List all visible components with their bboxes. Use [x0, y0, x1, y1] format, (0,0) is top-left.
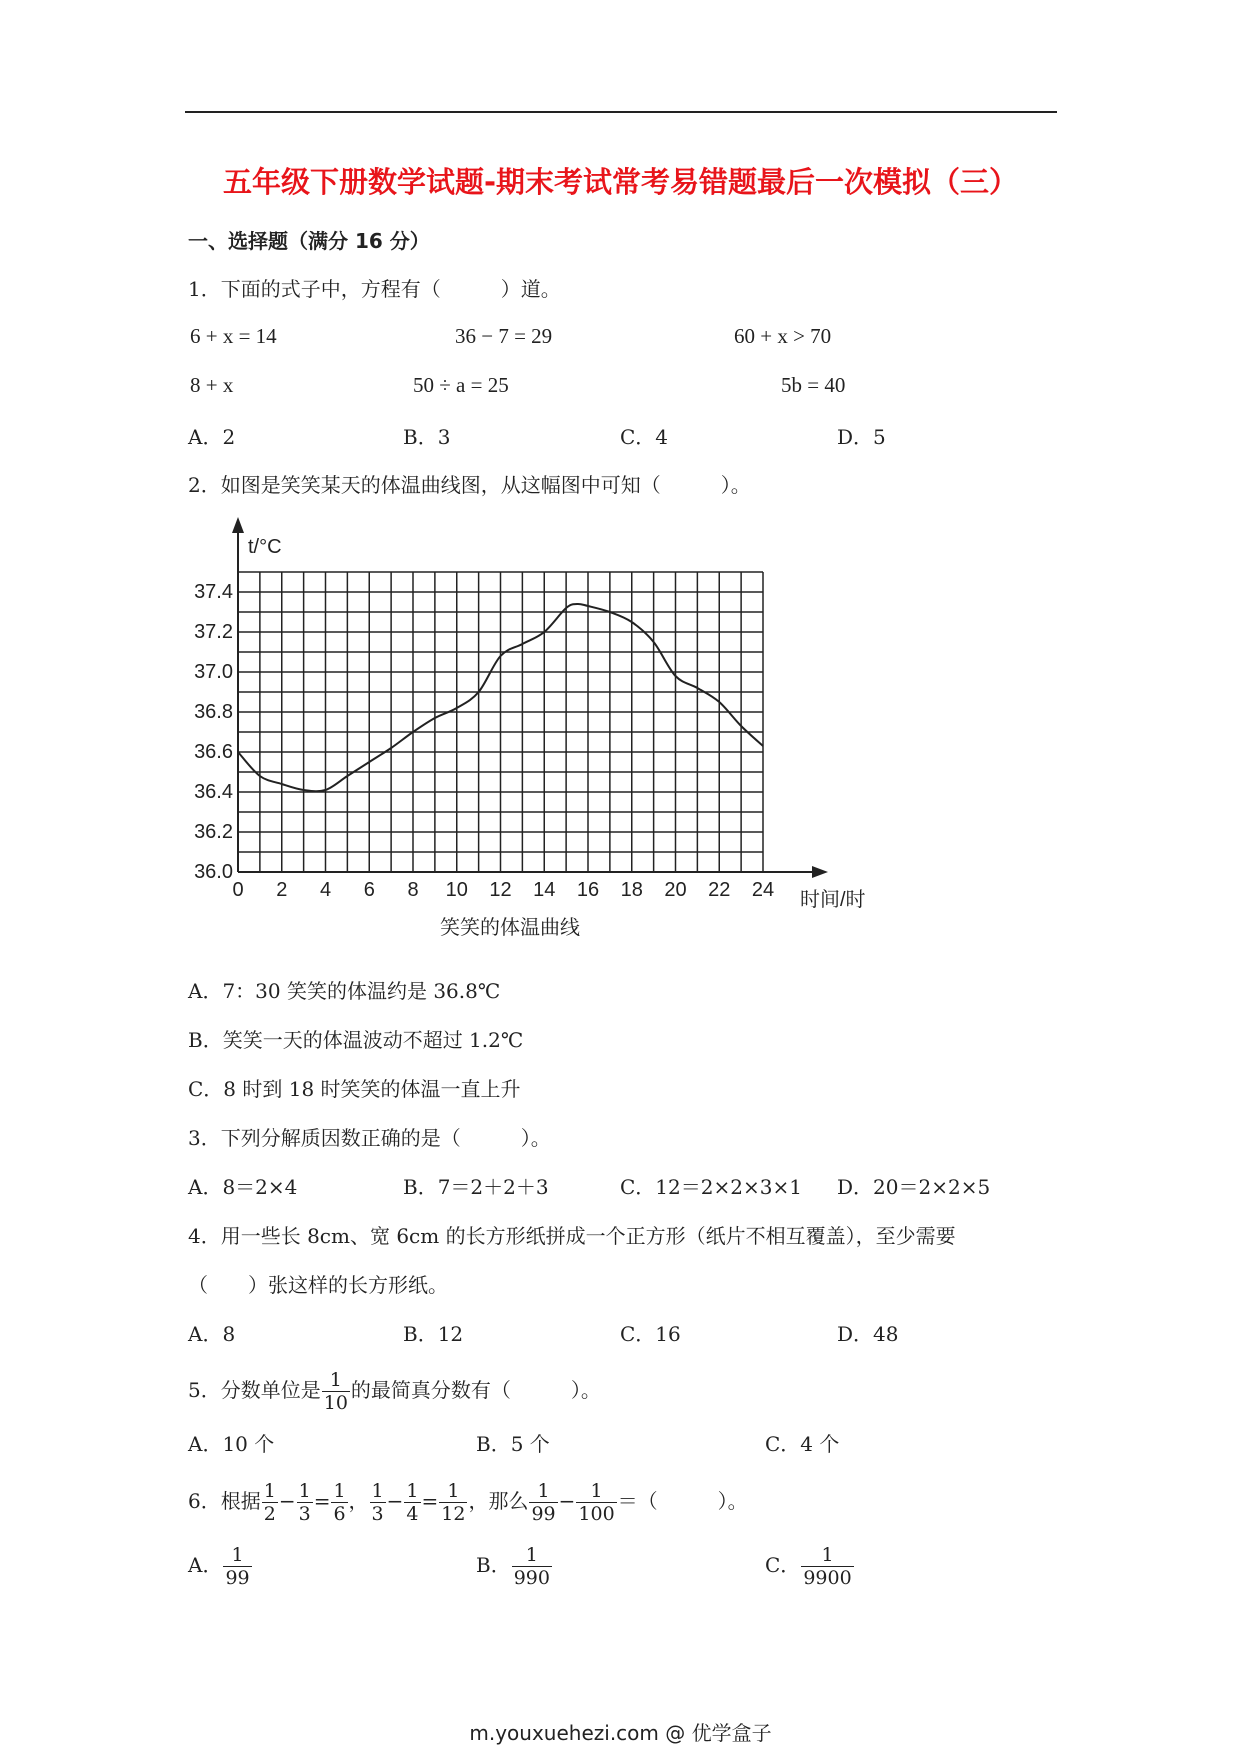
top-rule: [185, 111, 1057, 113]
q4-option-a[interactable]: A．8: [188, 1322, 236, 1346]
temperature-chart: [185, 515, 885, 945]
y-tick-label: 36.4: [194, 781, 233, 803]
q6-stem: 6．根据 $\frac{1}{2}$ − $\frac{1}{3}$ = $\frac{1}{6}$ ， $\frac{1}{3}$ − $\frac{1}{4}$ = $\frac{1}{12}$ ，那么 $\frac{1}{99}$ − $\frac{1}{100}$ ＝（ ）。: [188, 1480, 748, 1525]
q4-stem-line1: 4．用一些长 8cm、宽 6cm 的长方形纸拼成一个正方形（纸片不相互覆盖），至少需要: [188, 1224, 956, 1248]
chart-axes: [232, 517, 828, 878]
q1-option-a[interactable]: A．2: [188, 425, 236, 449]
x-tick-label: 10: [445, 879, 468, 901]
y-tick-label: 37.4: [194, 581, 233, 603]
q5-stem-after: 的最简真分数有（ ）。: [350, 1378, 601, 1402]
x-tick-label: 12: [489, 879, 512, 901]
q3-option-d[interactable]: D．20＝2×2×5: [837, 1175, 991, 1199]
chart-x-label: 时间/时: [800, 889, 866, 911]
footer-watermark: m.youxuehezi.com @ 优学盒子: [469, 1721, 772, 1745]
q6-frac-7: $\frac{1}{99}$: [531, 1480, 556, 1525]
q3-stem: 3．下列分解质因数正确的是（ ）。: [188, 1126, 551, 1150]
q6-frac-8: $\frac{1}{100}$: [578, 1480, 615, 1525]
q1-option-d[interactable]: D．5: [837, 425, 886, 449]
x-tick-label: 4: [319, 879, 332, 901]
y-tick-label: 36.8: [194, 701, 233, 723]
q1-expr-6: 5b = 40: [781, 373, 846, 397]
q6-frac-5: $\frac{1}{4}$: [406, 1480, 419, 1525]
q2-option-b[interactable]: B．笑笑一天的体温波动不超过 1.2℃: [188, 1028, 524, 1052]
q6-frac-2: $\frac{1}{3}$: [298, 1480, 311, 1525]
q6-frac-3: $\frac{1}{6}$: [333, 1480, 346, 1525]
x-tick-label: 20: [664, 879, 687, 901]
q1-option-b[interactable]: B．3: [403, 425, 451, 449]
q3-option-b[interactable]: B．7＝2＋2＋3: [403, 1175, 549, 1199]
q6-option-c[interactable]: C． $\frac{1}{9900}$: [765, 1544, 852, 1589]
q4-stem-line2: （ ）张这样的长方形纸。: [188, 1273, 448, 1297]
q4-option-c[interactable]: C．16: [620, 1322, 681, 1346]
y-tick-label: 36.0: [194, 861, 233, 883]
section-heading: 一、选择题（满分 16 分）: [188, 229, 430, 253]
q4-option-d[interactable]: D．48: [837, 1322, 899, 1346]
q1-expr-4: 8 + x: [190, 373, 234, 397]
chart-title: 笑笑的体温曲线: [440, 917, 580, 939]
q3-option-c[interactable]: C．12＝2×2×3×1: [620, 1175, 802, 1199]
chart-grid: [238, 572, 763, 872]
q5-stem: [188, 1365, 601, 1415]
x-tick-label: 6: [363, 879, 375, 901]
q6-frac-4: $\frac{1}{3}$: [371, 1480, 384, 1525]
q5-stem-before: 5．分数单位是: [188, 1378, 321, 1402]
q3-option-a[interactable]: A．8＝2×4: [188, 1175, 298, 1199]
q5-option-a[interactable]: A．10 个: [188, 1432, 275, 1456]
q1-expr-2: 36 − 7 = 29: [455, 324, 553, 348]
x-tick-label: 18: [620, 879, 643, 901]
q5-option-b[interactable]: B．5 个: [476, 1432, 550, 1456]
y-tick-label: 37.0: [194, 661, 233, 683]
q2-option-a[interactable]: A．7：30 笑笑的体温约是 36.8℃: [188, 979, 501, 1003]
y-tick-label: 36.6: [194, 741, 233, 763]
q4-option-b[interactable]: B．12: [403, 1322, 464, 1346]
page-title: 五年级下册数学试题-期末考试常考易错题最后一次模拟（三）: [222, 165, 1019, 199]
q6-frac-6: $\frac{1}{12}$: [441, 1480, 466, 1525]
q6-option-b[interactable]: B． $\frac{1}{990}$: [476, 1544, 550, 1589]
q2-stem: 2．如图是笑笑某天的体温曲线图，从这幅图中可知（ ）。: [188, 473, 751, 497]
x-tick-label: 2: [276, 879, 288, 901]
x-tick-label: 14: [533, 879, 556, 901]
x-tick-label: 24: [751, 879, 775, 901]
x-axis-arrow: [812, 866, 828, 878]
q2-option-c[interactable]: C．8 时到 18 时笑笑的体温一直上升: [188, 1077, 521, 1101]
q1-expr-3: 60 + x > 70: [734, 324, 832, 348]
q5-option-c[interactable]: C．4 个: [765, 1432, 840, 1456]
q5-fraction: $\frac{1}{10}$: [323, 1369, 348, 1414]
x-tick-label: 0: [232, 879, 244, 901]
q1-option-c[interactable]: C．4: [620, 425, 669, 449]
y-tick-label: 36.2: [194, 821, 233, 843]
chart-y-label: t/°C: [248, 536, 282, 558]
y-tick-label: 37.2: [194, 621, 233, 643]
q1-expr-1: 6 + x = 14: [190, 324, 277, 348]
q6-frac-1: $\frac{1}{2}$: [263, 1480, 276, 1525]
q1-stem: 1．下面的式子中，方程有（ ）道。: [188, 277, 561, 301]
x-tick-label: 16: [576, 879, 600, 901]
q6-option-a[interactable]: A． $\frac{1}{99}$: [188, 1544, 250, 1589]
q1-expr-5: 50 ÷ a = 25: [413, 373, 509, 397]
x-tick-label: 8: [407, 879, 419, 901]
y-axis-arrow: [232, 517, 244, 533]
x-tick-label: 22: [708, 879, 731, 901]
